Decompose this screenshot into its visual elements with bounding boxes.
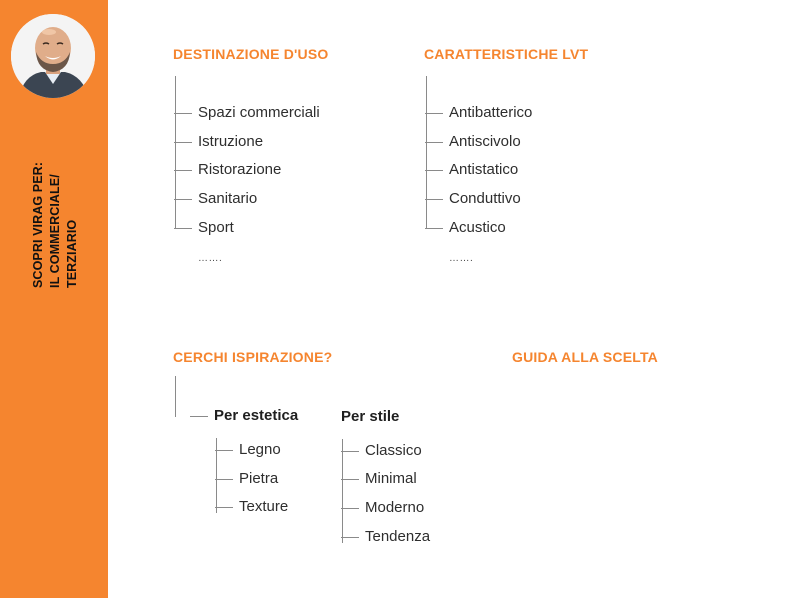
avatar [11,14,95,98]
link-antistatico[interactable]: Antistatico [449,161,519,178]
link-sanitario[interactable]: Sanitario [198,190,258,207]
link-classico[interactable]: Classico [365,442,422,459]
more-destinazione[interactable]: ……. [198,253,223,264]
heading-caratteristiche[interactable]: CARATTERISTICHE LVT [424,46,589,62]
more-caratteristiche[interactable]: ……. [449,253,474,264]
heading-destinazione[interactable]: DESTINAZIONE D'USO [173,46,329,62]
link-per-stile[interactable]: Per stile [341,408,400,425]
tree-line-destinazione [175,76,176,229]
sidebar [0,0,108,598]
heading-ispirazione[interactable]: CERCHI ISPIRAZIONE? [173,349,333,365]
link-minimal[interactable]: Minimal [365,470,417,487]
tree-line-caratteristiche [426,76,427,229]
link-antiscivolo[interactable]: Antiscivolo [449,133,521,150]
heading-guida[interactable]: GUIDA ALLA SCELTA [512,349,658,365]
link-conduttivo[interactable]: Conduttivo [449,190,521,207]
link-legno[interactable]: Legno [239,441,281,458]
tree-line-ispirazione [175,376,176,417]
link-tendenza[interactable]: Tendenza [365,528,431,545]
link-istruzione[interactable]: Istruzione [198,133,264,150]
link-per-estetica[interactable]: Per estetica [214,407,299,424]
avatar-photo [11,14,95,98]
sidebar-title-line3: TERZIARIO [65,219,79,288]
link-moderno[interactable]: Moderno [365,499,425,516]
link-antibatterico[interactable]: Antibatterico [449,104,533,121]
link-acustico[interactable]: Acustico [449,219,506,236]
sidebar-title-line1: SCOPRI VIRAG PER: [31,161,45,288]
link-sport[interactable]: Sport [198,219,234,236]
sidebar-vertical-title [30,162,81,288]
sidebar-title-line2: IL COMMERCIALE/ [48,174,62,288]
link-texture[interactable]: Texture [239,498,289,515]
tree-line-stile [342,439,343,543]
link-spazi-commerciali[interactable]: Spazi commerciali [198,104,320,121]
link-pietra[interactable]: Pietra [239,470,279,487]
link-ristorazione[interactable]: Ristorazione [198,161,282,178]
